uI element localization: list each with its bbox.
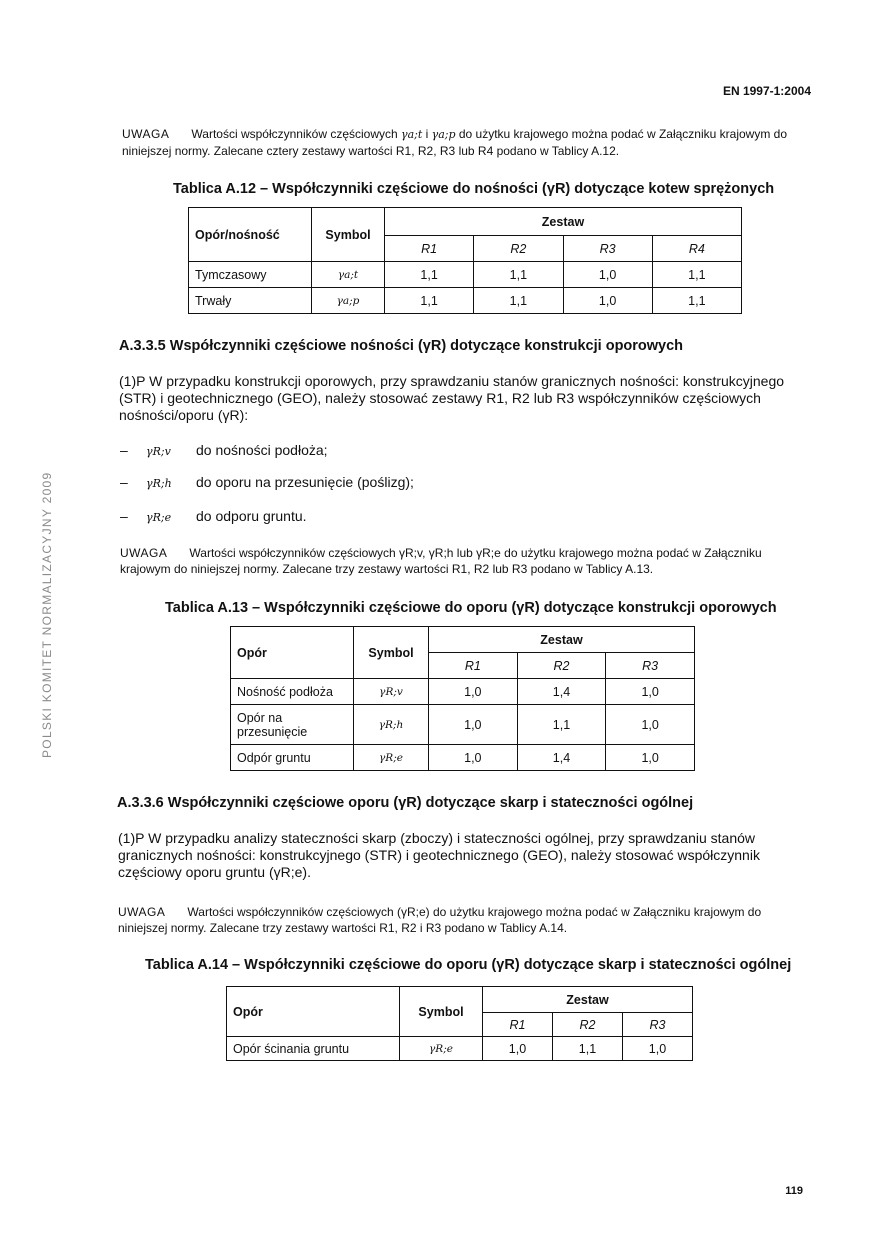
table-12-row-1-r4: 1,1 <box>652 262 741 288</box>
note-2-lead: UWAGA <box>120 546 168 560</box>
bullet-3-text: do odporu gruntu. <box>196 508 307 524</box>
table-13-row-1-name: Nośność podłoża <box>231 679 354 705</box>
table-13-row-2-r3: 1,0 <box>606 705 695 745</box>
bullet-2-text: do oporu na przesunięcie (poślizg); <box>196 474 414 490</box>
table-row <box>231 745 695 771</box>
note-3 <box>118 904 808 936</box>
table-13-row-1-r1: 1,0 <box>429 679 518 705</box>
table-13-row-3-name: Odpór gruntu <box>231 745 354 771</box>
table-12-row-2-r1: 1,1 <box>385 288 474 314</box>
bullet-3-symbol: γR;e <box>146 511 172 524</box>
table-14-set-r3: R3 <box>623 1013 693 1037</box>
table-14-row-1-name: Opór ścinania gruntu <box>227 1037 400 1061</box>
table-13-set-r1: R1 <box>429 653 518 679</box>
note-1-pre: Wartości współczynników częściowych <box>191 127 402 141</box>
table-13-row-2-symbol: γR;h <box>354 705 429 745</box>
table-14-set-r1: R1 <box>483 1013 553 1037</box>
table-14 <box>226 986 693 1061</box>
table-12-set-r2: R2 <box>474 236 563 262</box>
table-12-row-2-name: Trwały <box>189 288 312 314</box>
bullet-2-dash: – <box>120 474 128 490</box>
bullet-1-text: do nośności podłoża; <box>196 442 328 458</box>
bullet-1-symbol: γR;v <box>146 445 171 458</box>
bullet-3-dash: – <box>120 508 128 524</box>
note-3-lead: UWAGA <box>118 905 166 919</box>
table-row <box>231 705 695 745</box>
note-1-post: do użytku krajowego można podać w Załączniku krajowym do niniejszej normy. Zalecane cztery zestawy wartości R1, R2, R3 lub R4 podano w Tablicy A.12. <box>122 127 788 158</box>
table-13-row-2-r2: 1,1 <box>517 705 606 745</box>
list-item <box>120 508 307 524</box>
table-12-row-1-r1: 1,1 <box>385 262 474 288</box>
table-12-set-r4: R4 <box>652 236 741 262</box>
table-row <box>189 262 742 288</box>
bullet-1-dash: – <box>120 442 128 458</box>
note-1-symbol-1: γa;t <box>401 128 423 141</box>
table-12-row-1-symbol: γa;t <box>312 262 385 288</box>
table-13-row-3-r3: 1,0 <box>606 745 695 771</box>
note-3-text: Wartości współczynników częściowych (γR;e) do użytku krajowego można podać w Załączniku krajowym do niniejszej normy. Zalecane trzy zestawy wartości R1, R2 i R3 podano w Tablicy A.14. <box>118 905 762 935</box>
table-13-set-r2: R2 <box>517 653 606 679</box>
table-12-row-2-r3: 1,0 <box>563 288 652 314</box>
table-14-header-set: Zestaw <box>483 987 693 1013</box>
table-12 <box>188 207 742 314</box>
table-12-row-1-r3: 1,0 <box>563 262 652 288</box>
table-14-set-r2: R2 <box>553 1013 623 1037</box>
table-13-row-3-r1: 1,0 <box>429 745 518 771</box>
table-13-caption: Tablica A.13 – Współczynniki częściowe do oporu (γR) dotyczące konstrukcji oporowych <box>165 600 777 616</box>
table-13-row-3-symbol: γR;e <box>354 745 429 771</box>
table-13-row-1-symbol: γR;v <box>354 679 429 705</box>
table-row <box>189 288 742 314</box>
table-14-row-1-symbol: γR;e <box>400 1037 483 1061</box>
list-item <box>120 474 414 490</box>
table-12-row-2-symbol: γa;p <box>312 288 385 314</box>
table-12-header-resistance: Opór/nośność <box>189 208 312 262</box>
table-12-row-2-r2: 1,1 <box>474 288 563 314</box>
page-number: 119 <box>785 1185 803 1197</box>
table-row <box>227 1037 693 1061</box>
note-1-mid: i <box>422 127 432 141</box>
table-13 <box>230 626 695 771</box>
section-335-paragraph: (1)P W przypadku konstrukcji oporowych, przy sprawdzaniu stanów granicznych nośności: konstrukcyjnego (STR) i geotechnicznego (GEO), należy stosować zestawy R1, R2 lub R3 współczynników częściowych nośności/oporu (γR): <box>119 373 785 423</box>
table-14-row-1-r2: 1,1 <box>553 1037 623 1061</box>
table-13-set-r3: R3 <box>606 653 695 679</box>
table-14-header-symbol: Symbol <box>400 987 483 1037</box>
table-14-row-1-r3: 1,0 <box>623 1037 693 1061</box>
table-13-header-set: Zestaw <box>429 627 695 653</box>
note-2-text: Wartości współczynników częściowych γR;v, γR;h lub γR;e do użytku krajowego można podać w Załączniku krajowym do niniejszej normy. Zalecane trzy zestawy wartości R1, R2 lub R3 podano w Tablicy A.13. <box>120 546 762 576</box>
table-13-row-1-r3: 1,0 <box>606 679 695 705</box>
table-13-header-symbol: Symbol <box>354 627 429 679</box>
bullet-2-symbol: γR;h <box>146 477 172 490</box>
note-2 <box>120 545 810 577</box>
note-1-symbol-2: γa;p <box>431 128 456 141</box>
table-13-row-2-name: Opór na przesunięcie <box>231 705 354 745</box>
table-12-set-r3: R3 <box>563 236 652 262</box>
note-1-lead: UWAGA <box>122 127 170 141</box>
table-14-header-resistance: Opór <box>227 987 400 1037</box>
table-12-row-1-name: Tymczasowy <box>189 262 312 288</box>
table-12-row-2-r4: 1,1 <box>652 288 741 314</box>
table-13-row-1-r2: 1,4 <box>517 679 606 705</box>
section-336-heading: A.3.3.6 Współczynniki częściowe oporu (γR) dotyczące skarp i stateczności ogólnej <box>117 795 694 811</box>
table-12-header-symbol: Symbol <box>312 208 385 262</box>
note-1 <box>122 126 822 159</box>
section-336-paragraph: (1)P W przypadku analizy stateczności skarp (zboczy) i stateczności ogólnej, przy sprawdzaniu stanów granicznych nośności: konstrukcyjnego (STR) i geotechnicznego (GEO), należy stosować współczynnik częściowy oporu gruntu (γR;e). <box>118 830 760 880</box>
table-13-row-3-r2: 1,4 <box>517 745 606 771</box>
table-13-header-resistance: Opór <box>231 627 354 679</box>
table-12-caption: Tablica A.12 – Współczynniki częściowe do nośności (γR) dotyczące kotew sprężonych <box>173 181 775 197</box>
table-13-row-2-r1: 1,0 <box>429 705 518 745</box>
table-14-caption: Tablica A.14 – Współczynniki częściowe do oporu (γR) dotyczące skarp i stateczności ogólnej <box>145 957 792 973</box>
table-14-row-1-r1: 1,0 <box>483 1037 553 1061</box>
table-row <box>231 679 695 705</box>
table-12-row-1-r2: 1,1 <box>474 262 563 288</box>
table-12-set-r1: R1 <box>385 236 474 262</box>
table-12-header-set: Zestaw <box>385 208 742 236</box>
side-stamp: POLSKI KOMITET NORMALIZACYJNY 2009 <box>40 471 54 758</box>
standard-id: EN 1997-1:2004 <box>722 84 811 98</box>
section-335-heading: A.3.3.5 Współczynniki częściowe nośności (γR) dotyczące konstrukcji oporowych <box>119 338 684 354</box>
list-item <box>120 442 328 458</box>
